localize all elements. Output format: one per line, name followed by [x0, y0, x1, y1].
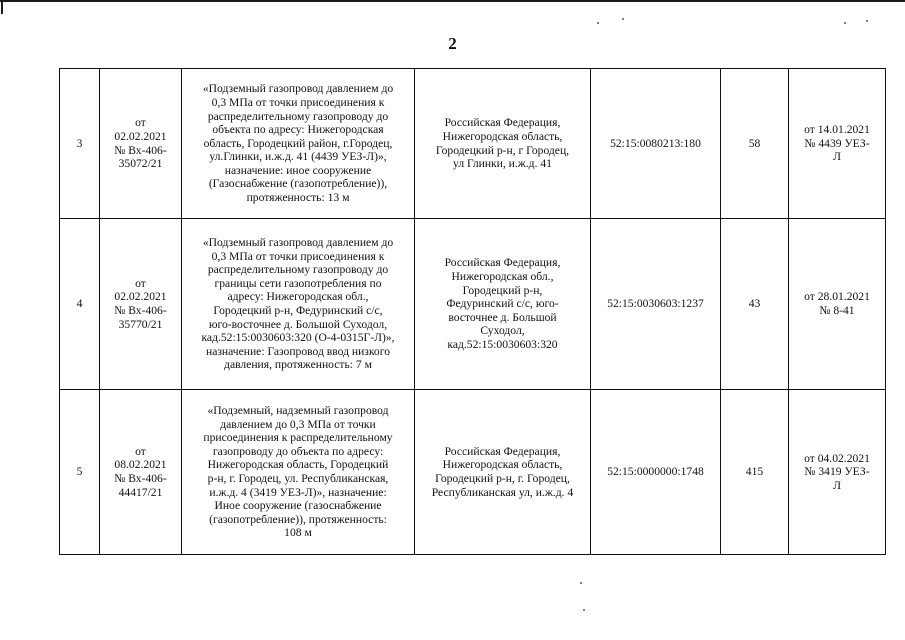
address-text: Российская Федерация, Нижегородская обл., Городецкий р-н, Федуринский с/с, юго- восточнее д. Большой Суходол, кад.52:15:0030603:320	[444, 256, 561, 351]
address-cell	[415, 69, 591, 219]
table-row	[60, 219, 886, 390]
request-cell	[100, 219, 182, 390]
request-text: от 02.02.2021 № Вх-406- 35770/21	[114, 276, 167, 331]
registry-table	[59, 68, 886, 555]
scan-speck	[622, 18, 624, 20]
row-number-cell: 4	[60, 219, 100, 390]
length-cell: 415	[721, 390, 789, 555]
cadastral-number-cell: 52:15:0000000:1748	[591, 390, 721, 555]
document-cell	[789, 69, 886, 219]
request-text: от 08.02.2021 № Вх-406- 44417/21	[114, 444, 167, 499]
scan-speck	[844, 22, 846, 24]
scan-speck	[583, 609, 585, 611]
object-description-cell	[182, 219, 415, 390]
address-text: Российская Федерация, Нижегородская область, Городецкий р-н, г Городец, ул Глинки, и.ж.д. 41	[435, 116, 570, 171]
row-number-cell: 5	[60, 390, 100, 555]
cadastral-number-cell: 52:15:0080213:180	[591, 69, 721, 219]
object-description-text: «Подземный газопровод давлением до 0,3 МПа от точки присоединения к распределительному газопроводу до объекта по адресу: Нижегородская область, Городецкий район, г.Городец, ул.Глинки, и.ж.д. 41 (4439 УЕЗ-Л)», назначение: иное сооружение (Газоснабжение (газопотребление)), протяженность: 13 м	[202, 82, 394, 205]
document-cell	[789, 219, 886, 390]
document-text: от 28.01.2021 № 8-41	[804, 290, 870, 317]
address-cell	[415, 219, 591, 390]
scan-speck	[580, 582, 582, 584]
object-description-cell	[182, 69, 415, 219]
address-cell	[415, 390, 591, 555]
object-description-text: «Подземный, надземный газопровод давлением до 0,3 МПа от точки присоединения к распределительному газопроводу до объекта по адресу: Нижегородская область, Городецкий р-н, г. Городец, ул. Республиканская, и.ж.д. 4 (3419 УЕЗ-Л)», назначение: Иное сооружение (газоснабжение (газопотребление)), протяженность: 108 м	[203, 404, 393, 540]
scan-edge-line	[0, 0, 905, 2]
document-cell	[789, 390, 886, 555]
scan-speck	[597, 22, 599, 24]
request-text: от 02.02.2021 № Вх-406- 35072/21	[114, 116, 167, 171]
cadastral-number-cell: 52:15:0030603:1237	[591, 219, 721, 390]
object-description-cell	[182, 390, 415, 555]
address-text: Российская Федерация, Нижегородская область, Городецкий р-н, г. Городец, Республиканская ул, и.ж.д. 4	[431, 444, 574, 499]
row-number-cell: 3	[60, 69, 100, 219]
document-text: от 14.01.2021 № 4439 УЕЗ- Л	[804, 123, 870, 164]
object-description-text: «Подземный газопровод давлением до 0,3 МПа от точки присоединения к распределительному газопроводу до границы сети газопотребления по адресу: Нижегородская обл., Городецкий р-н, Федуринский с/с, юго-восточнее д. Большой Суходол, кад.52:15:0030603:320 (О-4-0315Г-Л)», назначение: Газопровод ввод низкого давления, протяженность: 7 м	[201, 236, 395, 372]
document-text: от 04.02.2021 № 3419 УЕЗ- Л	[804, 451, 870, 492]
request-cell	[100, 69, 182, 219]
length-cell: 58	[721, 69, 789, 219]
scan-speck	[866, 20, 868, 22]
request-cell	[100, 390, 182, 555]
length-cell: 43	[721, 219, 789, 390]
table-row	[60, 390, 886, 555]
page-number: 2	[448, 34, 457, 53]
table-row	[60, 69, 886, 219]
scan-edge-mark	[1, 2, 3, 14]
